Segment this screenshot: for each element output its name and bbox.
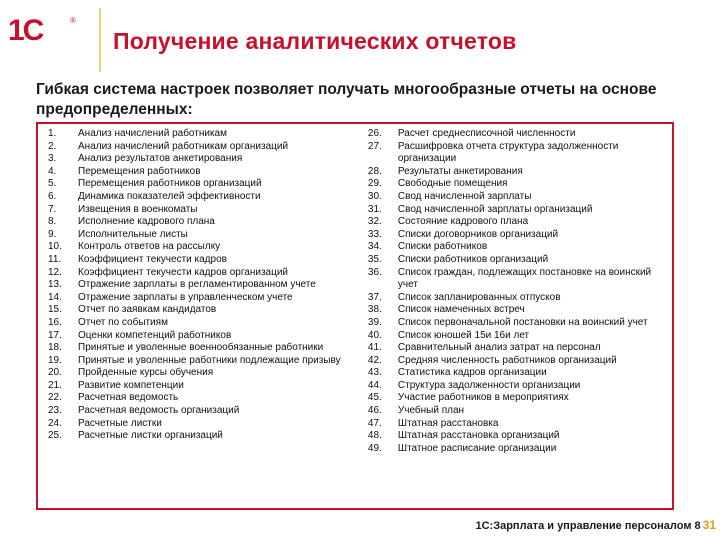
- report-title: Список первоначальной постановки на воинский учет: [397, 316, 648, 328]
- report-number: 15.: [48, 304, 62, 316]
- report-title: Список намеченных встреч: [397, 304, 525, 316]
- report-number: 16.: [48, 316, 62, 328]
- report-title: Отчет по заявкам кандидатов: [78, 304, 217, 316]
- report-item: [48, 191, 368, 204]
- reports-list-right: [368, 128, 666, 508]
- report-number: 6.: [48, 190, 57, 202]
- report-title: Список граждан, подлежащих постановке на воинский учет: [397, 266, 652, 291]
- report-number: 14.: [48, 291, 62, 303]
- report-number: 20.: [48, 367, 62, 379]
- logo-mark: 1С: [8, 14, 43, 47]
- report-item: [48, 216, 368, 229]
- report-title: Учебный план: [397, 405, 465, 417]
- report-number: 45.: [367, 392, 382, 404]
- reports-table: [36, 122, 674, 510]
- report-title: Штатная расстановка организаций: [397, 430, 560, 442]
- report-title: Расчетная ведомость организаций: [78, 405, 240, 417]
- report-title: Списки работников: [397, 241, 488, 253]
- report-title: Расчетная ведомость: [78, 392, 179, 404]
- report-item: [48, 153, 368, 166]
- report-number: 30.: [367, 190, 382, 202]
- report-title: Анализ начислений работникам: [78, 128, 227, 139]
- report-title: Перемещения работников: [78, 165, 201, 177]
- report-number: 12.: [48, 266, 62, 278]
- report-title: Перемещения работников организаций: [78, 178, 262, 190]
- report-item: [368, 216, 666, 229]
- report-title: Исполнительные листы: [78, 228, 188, 240]
- report-number: 27.: [367, 140, 382, 152]
- report-title: Анализ начислений работникам организаций: [78, 140, 289, 152]
- report-item: [48, 141, 368, 154]
- report-number: 7.: [48, 203, 57, 215]
- report-item: [368, 204, 666, 217]
- report-number: 11.: [48, 253, 62, 265]
- report-title: Сравнительный анализ затрат на персонал: [397, 342, 601, 354]
- report-number: 36.: [367, 266, 382, 278]
- report-item: [368, 178, 666, 191]
- registered-mark: ®: [70, 16, 76, 25]
- footer-product: 1С:Зарплата и управление персоналом 8: [475, 520, 701, 532]
- report-item: [368, 367, 666, 380]
- report-item: [368, 267, 666, 292]
- report-item: [48, 418, 368, 431]
- report-number: 42.: [367, 354, 382, 366]
- report-title: Оценки компетенций работников: [78, 329, 232, 341]
- report-title: Извещения в военкоматы: [78, 203, 198, 215]
- report-number: 48.: [367, 430, 382, 442]
- report-item: [48, 304, 368, 317]
- report-item: [368, 191, 666, 204]
- report-number: 29.: [367, 178, 382, 190]
- report-number: 41.: [367, 342, 382, 354]
- slide-footer: [475, 518, 716, 532]
- report-title: Коэффициент текучести кадров: [78, 253, 227, 265]
- report-title: Расчетные листки организаций: [78, 430, 223, 442]
- report-title: Развитие компетенции: [78, 379, 184, 391]
- report-item: [368, 405, 666, 418]
- report-number: 22.: [48, 392, 62, 404]
- page-number: 31: [702, 518, 716, 532]
- report-item: [368, 229, 666, 242]
- report-item: [48, 392, 368, 405]
- report-title: Отчет по событиям: [78, 316, 168, 328]
- report-title: Анализ результатов анкетирования: [78, 153, 243, 165]
- report-item: [48, 380, 368, 393]
- report-title: Принятые и уволенные работники подлежащие призыву: [78, 354, 341, 366]
- report-number: 8.: [48, 216, 57, 228]
- report-item: [368, 430, 666, 443]
- report-item: [368, 355, 666, 368]
- report-title: Свод начисленной зарплаты: [397, 190, 532, 202]
- report-title: Отражение зарплаты в управленческом учете: [78, 291, 293, 303]
- report-number: 1.: [48, 128, 57, 139]
- report-title: Структура задолженности организации: [397, 379, 581, 391]
- report-item: [368, 141, 666, 166]
- slide-title: Получение аналитических отчетов: [113, 28, 517, 54]
- report-title: Расчет среднесписочной численности: [397, 128, 576, 139]
- report-number: 5.: [48, 178, 57, 190]
- report-item: [48, 229, 368, 242]
- report-item: [48, 292, 368, 305]
- header-divider: [99, 8, 101, 72]
- report-number: 37.: [367, 291, 382, 303]
- report-number: 25.: [48, 430, 62, 442]
- report-number: 18.: [48, 342, 62, 354]
- report-item: [48, 342, 368, 355]
- report-number: 35.: [367, 253, 382, 265]
- report-item: [368, 241, 666, 254]
- report-title: Участие работников в мероприятиях: [397, 392, 569, 404]
- report-number: 23.: [48, 405, 62, 417]
- report-title: Пройденные курсы обучения: [78, 367, 214, 379]
- logo-1c: [8, 14, 76, 54]
- report-number: 17.: [48, 329, 62, 341]
- report-number: 26.: [367, 128, 382, 139]
- report-item: [48, 330, 368, 343]
- report-item: [48, 367, 368, 380]
- report-item: [48, 430, 368, 443]
- report-item: [368, 443, 666, 456]
- report-item: [48, 317, 368, 330]
- report-item: [48, 241, 368, 254]
- report-item: [48, 254, 368, 267]
- report-number: 3.: [48, 153, 57, 165]
- report-title: Расшифровка отчета структура задолженности организации: [397, 140, 619, 165]
- report-item: [368, 342, 666, 355]
- report-number: 2.: [48, 140, 57, 152]
- report-number: 43.: [367, 367, 382, 379]
- report-item: [368, 128, 666, 141]
- report-number: 31.: [367, 203, 382, 215]
- report-title: Статистика кадров организации: [397, 367, 547, 379]
- report-title: Свод начисленной зарплаты организаций: [397, 203, 593, 215]
- report-number: 32.: [367, 216, 382, 228]
- report-title: Средняя численность работников организаций: [397, 354, 617, 366]
- slide-subtitle: Гибкая система настроек позволяет получать многообразные отчеты на основе предопределенных:: [36, 81, 657, 118]
- report-item: [48, 204, 368, 217]
- report-item: [48, 279, 368, 292]
- report-title: Списки договорников организаций: [397, 228, 559, 240]
- report-number: 40.: [367, 329, 382, 341]
- report-item: [48, 178, 368, 191]
- report-item: [368, 304, 666, 317]
- report-number: 19.: [48, 354, 62, 366]
- report-number: 9.: [48, 228, 57, 240]
- report-title: Динамика показателей эффективности: [78, 190, 261, 202]
- report-title: Список юношей 15и 16и лет: [397, 329, 530, 341]
- report-item: [368, 292, 666, 305]
- report-title: Исполнение кадрового плана: [78, 216, 215, 228]
- report-title: Штатное расписание организации: [397, 442, 557, 454]
- report-item: [48, 128, 368, 141]
- report-title: Коэффициент текучести кадров организаций: [78, 266, 288, 278]
- report-item: [368, 380, 666, 393]
- report-number: 49.: [367, 442, 382, 454]
- report-number: 46.: [367, 405, 382, 417]
- reports-list-left: [48, 128, 368, 508]
- report-number: 34.: [367, 241, 382, 253]
- report-number: 13.: [48, 279, 62, 291]
- report-number: 38.: [367, 304, 382, 316]
- report-item: [368, 317, 666, 330]
- report-item: [48, 405, 368, 418]
- report-number: 24.: [48, 417, 62, 429]
- report-title: Состояние кадрового плана: [397, 216, 529, 228]
- report-number: 39.: [367, 316, 382, 328]
- report-item: [368, 418, 666, 431]
- report-title: Контроль ответов на рассылку: [78, 241, 221, 253]
- report-number: 28.: [367, 165, 382, 177]
- report-number: 4.: [48, 165, 57, 177]
- report-title: Расчетные листки: [78, 417, 162, 429]
- report-item: [368, 330, 666, 343]
- report-item: [368, 254, 666, 267]
- report-item: [48, 355, 368, 368]
- report-number: 33.: [367, 228, 382, 240]
- report-item: [48, 166, 368, 179]
- report-title: Штатная расстановка: [397, 417, 499, 429]
- report-number: 47.: [367, 417, 382, 429]
- report-number: 10.: [48, 241, 62, 253]
- report-title: Список запланированных отпусков: [397, 291, 561, 303]
- report-title: Принятые и уволенные военнообязанные работники: [78, 342, 324, 354]
- report-title: Списки работников организаций: [397, 253, 549, 265]
- report-item: [48, 267, 368, 280]
- report-title: Результаты анкетирования: [397, 165, 523, 177]
- report-number: 44.: [367, 379, 382, 391]
- report-item: [368, 392, 666, 405]
- report-title: Свободные помещения: [397, 178, 508, 190]
- report-title: Отражение зарплаты в регламентированном учете: [78, 279, 316, 291]
- report-item: [368, 166, 666, 179]
- report-number: 21.: [48, 379, 62, 391]
